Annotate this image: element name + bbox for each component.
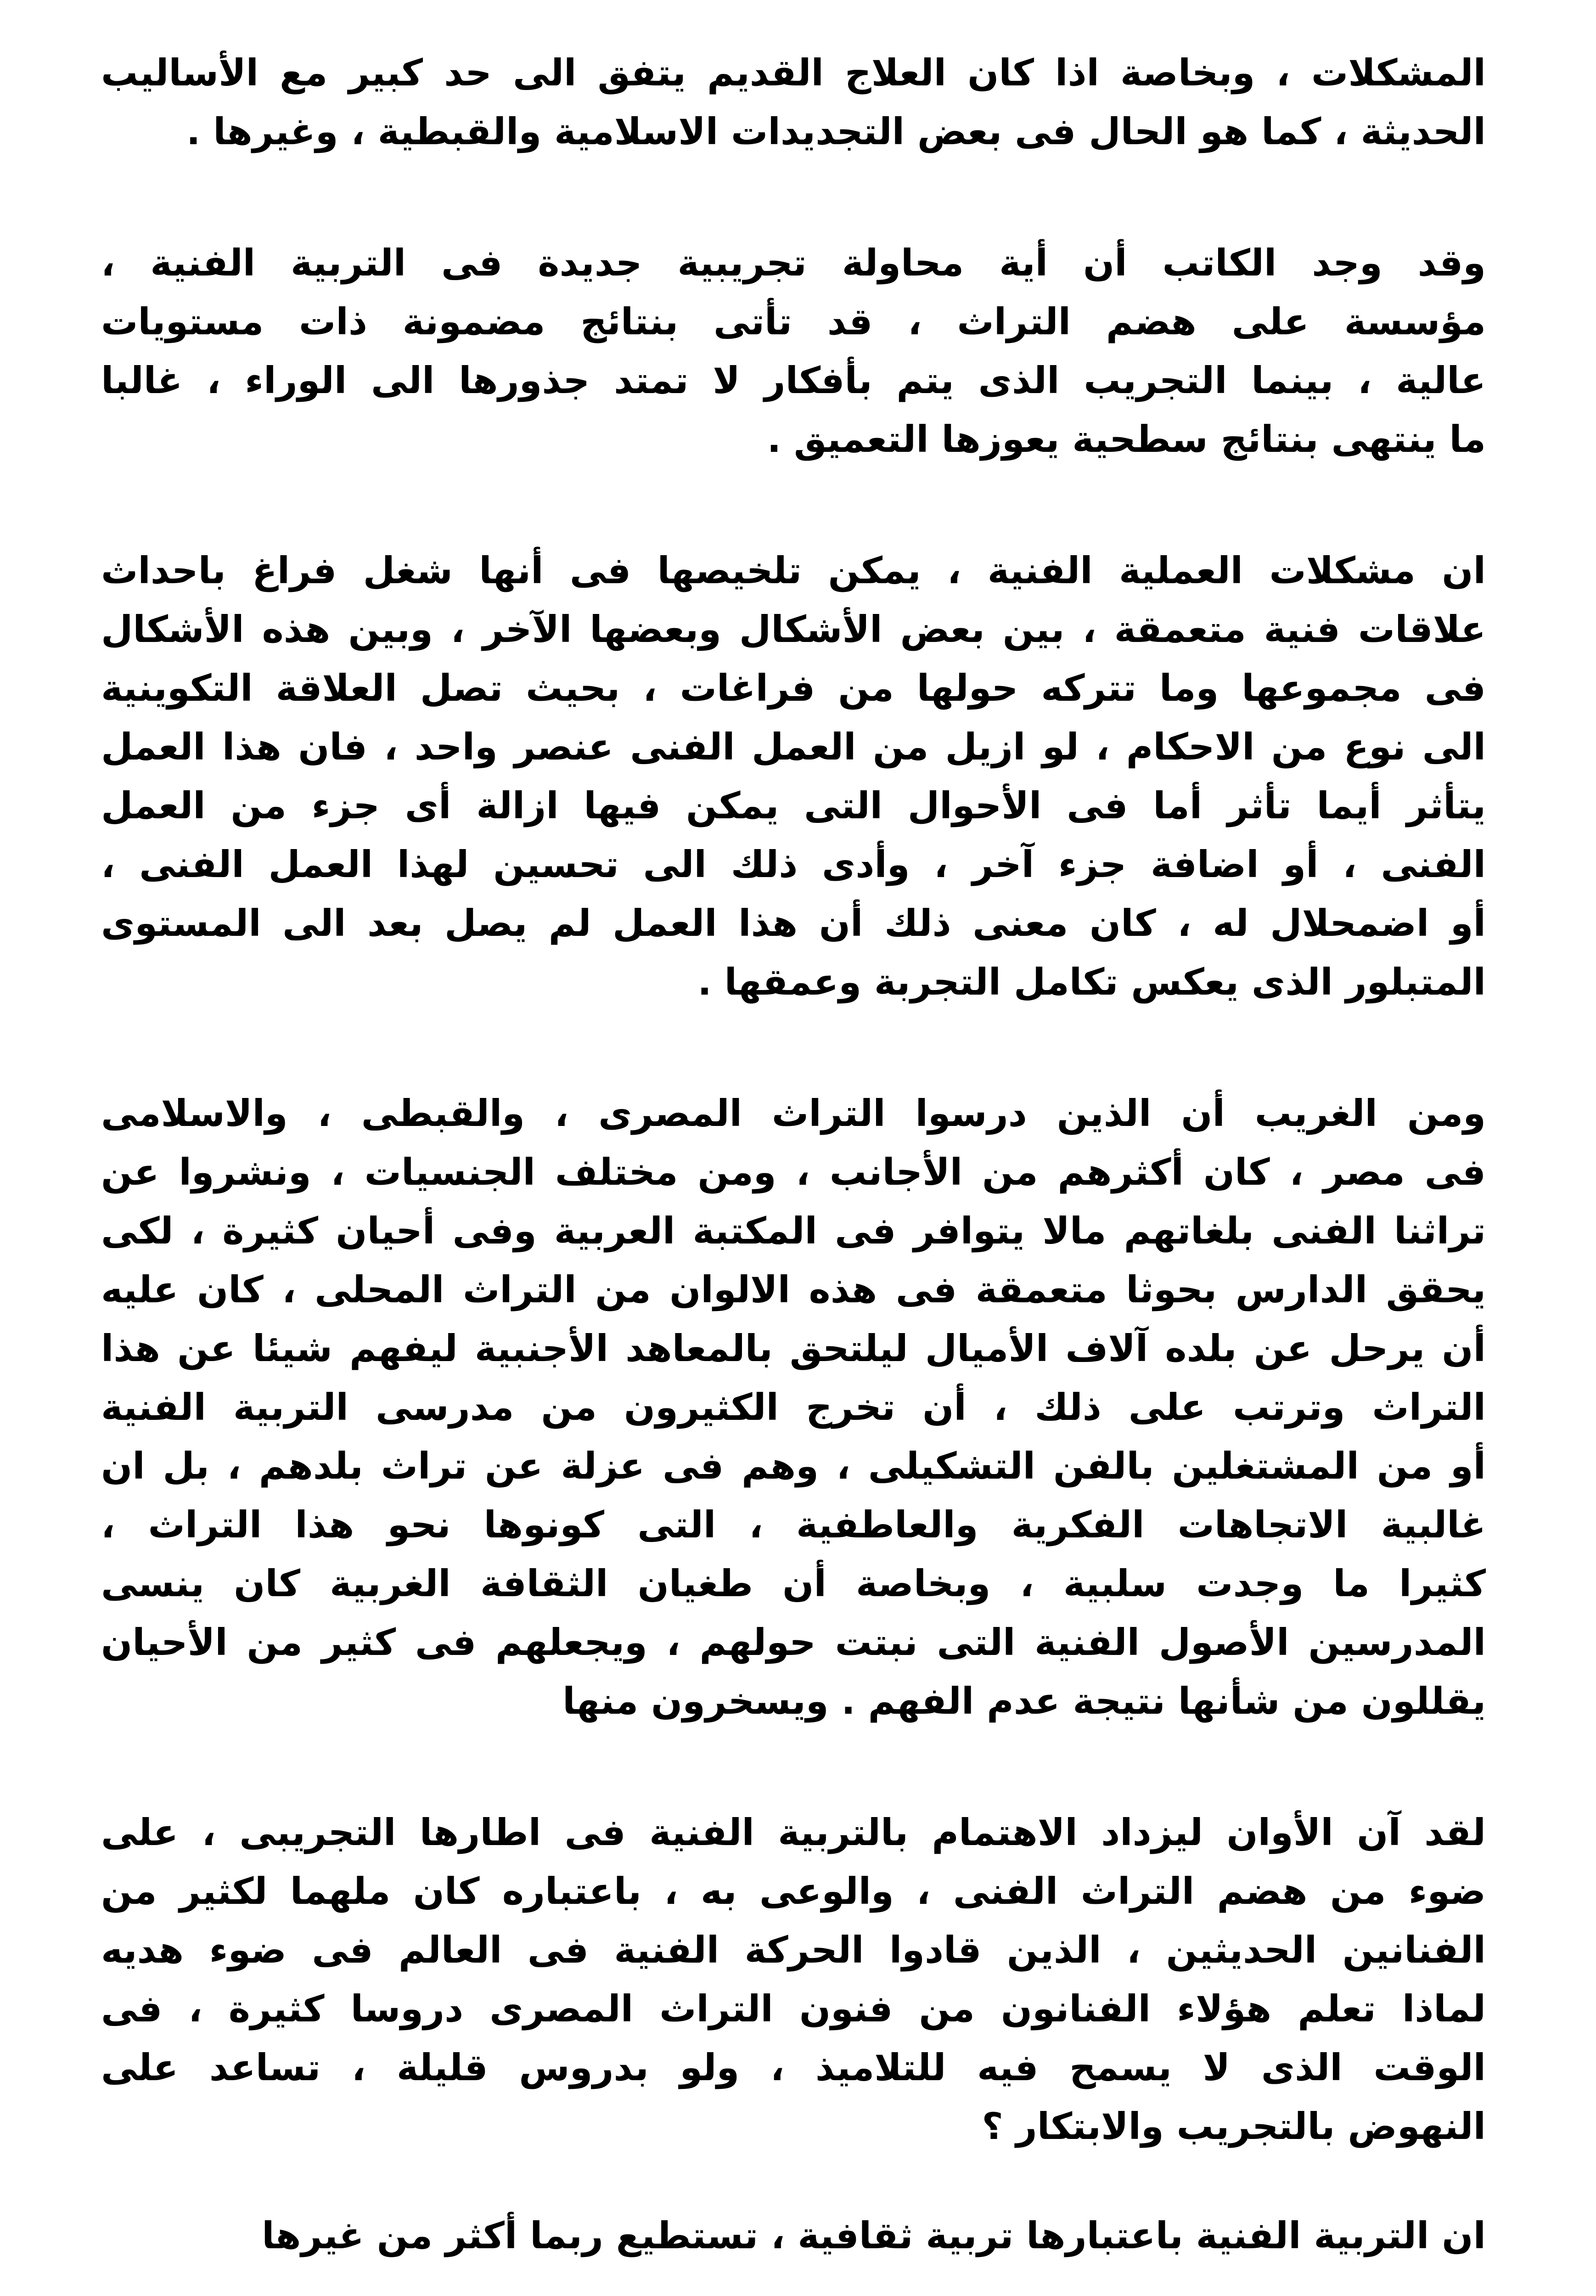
text-line: المدرسين الأصول الفنية التى نبتت حولهم ، ويجعلهم فى كثير من الأحيان	[101, 1621, 1486, 1664]
text-line: أن يرحل عن بلده آلاف الأميال ليلتحق بالمعاهد الأجنبية ليفهم شيئا عن هذا	[101, 1327, 1486, 1370]
paragraph-2	[101, 234, 1486, 469]
text-line: ضوء من هضم التراث الفنى ، والوعى به ، باعتباره كان ملهما لكثير من	[101, 1870, 1486, 1913]
text-line: كثيرا ما وجدت سلبية ، وبخاصة أن طغيان الثقافة الغربية كان ينسى	[101, 1562, 1486, 1605]
paragraph-4	[101, 1084, 1486, 1731]
text-line: وقد وجد الكاتب أن أية محاولة تجريبية جديدة فى التربية الفنية ،	[101, 242, 1486, 284]
paragraph-gap	[101, 1012, 1486, 1084]
text-line: يتأثر أيما تأثر أما فى الأحوال التى يمكن فيها ازالة أى جزء من العمل	[101, 784, 1486, 827]
text-line: تراثنا الفنى بلغاتهم مالا يتوافر فى المكتبة العربية وفى أحيان كثيرة ، لكى	[101, 1210, 1486, 1252]
paragraph-gap	[101, 1731, 1486, 1803]
text-line: المشكلات ، وبخاصة اذا كان العلاج القديم يتفق الى حد كبير مع الأساليب	[101, 51, 1486, 94]
text-line: فى مصر ، كان أكثرهم من الأجانب ، ومن مختلف الجنسيات ، ونشروا عن	[101, 1151, 1486, 1193]
text-line: الحديثة ، كما هو الحال فى بعض التجديدات الاسلامية والقبطية ، وغيرها .	[186, 110, 1486, 153]
text-line: الى نوع من الاحكام ، لو ازيل من العمل الفنى عنصر واحد ، فان هذا العمل	[101, 726, 1486, 768]
paragraph-gap	[101, 2156, 1486, 2206]
paragraph-3	[101, 541, 1486, 1012]
text-line: المتبلور الذى يعكس تكامل التجربة وعمقها .	[697, 961, 1486, 1003]
text-line: أو من المشتغلين بالفن التشكيلى ، وهم فى عزلة عن تراث بلدهم ، بل ان	[101, 1445, 1486, 1487]
text-line: علاقات فنية متعمقة ، بين بعض الأشكال وبعضها الآخر ، وبين هذه الأشكال	[101, 608, 1486, 651]
paragraph-gap	[101, 469, 1486, 541]
text-line: ان مشكلات العملية الفنية ، يمكن تلخيصها فى أنها شغل فراغ باحداث	[101, 549, 1486, 592]
text-line: الفنى ، أو اضافة جزء آخر ، وأدى ذلك الى تحسين لهذا العمل الفنى ،	[101, 843, 1486, 886]
text-line: يقللون من شأنها نتيجة عدم الفهم . ويسخرون منها	[562, 1680, 1486, 1722]
paragraph-1	[101, 44, 1486, 161]
text-line: لماذا تعلم هؤلاء الفنانون من فنون التراث المصرى دروسا كثيرة ، فى	[101, 1987, 1486, 2030]
text-line: مؤسسة على هضم التراث ، قد تأتى بنتائج مضمونة ذات مستويات	[101, 300, 1486, 343]
text-line: الوقت الذى لا يسمح فيه للتلاميذ ، ولو بدروس قليلة ، تساعد على	[101, 2046, 1486, 2089]
text-line: التراث وترتب على ذلك ، أن تخرج الكثيرون من مدرسى التربية الفنية	[101, 1386, 1486, 1429]
text-line: الفنانين الحديثين ، الذين قادوا الحركة الفنية فى العالم فى ضوء هديه	[101, 1929, 1486, 1971]
text-line: لقد آن الأوان ليزداد الاهتمام بالتربية الفنية فى اطارها التجريبى ، على	[101, 1811, 1486, 1854]
text-line: ما ينتهى بنتائج سطحية يعوزها التعميق .	[767, 418, 1486, 461]
paragraph-gap	[101, 161, 1486, 234]
text-line: فى مجموعها وما تتركه حولها من فراغات ، بحيث تصل العلاقة التكوينية	[101, 667, 1486, 709]
text-line: ان التربية الفنية باعتبارها تربية ثقافية ، تستطيع ربما أكثر من غيرها	[262, 2214, 1486, 2257]
text-line: يحقق الدارس بحوثا متعمقة فى هذه الالوان من التراث المحلى ، كان عليه	[101, 1268, 1486, 1311]
paragraph-5	[101, 1803, 1486, 2156]
text-line: غالبية الاتجاهات الفكرية والعاطفية ، التى كونوها نحو هذا التراث ،	[101, 1503, 1486, 1546]
text-line: النهوض بالتجريب والابتكار ؟	[982, 2105, 1486, 2148]
text-line: أو اضمحلال له ، كان معنى ذلك أن هذا العمل لم يصل بعد الى المستوى	[101, 902, 1486, 945]
text-line: عالية ، بينما التجريب الذى يتم بأفكار لا تمتد جذورها الى الوراء ، غالبا	[101, 359, 1486, 402]
text-line: ومن الغريب أن الذين درسوا التراث المصرى ، والقبطى ، والاسلامى	[101, 1092, 1486, 1135]
paragraph-6	[101, 2206, 1486, 2265]
